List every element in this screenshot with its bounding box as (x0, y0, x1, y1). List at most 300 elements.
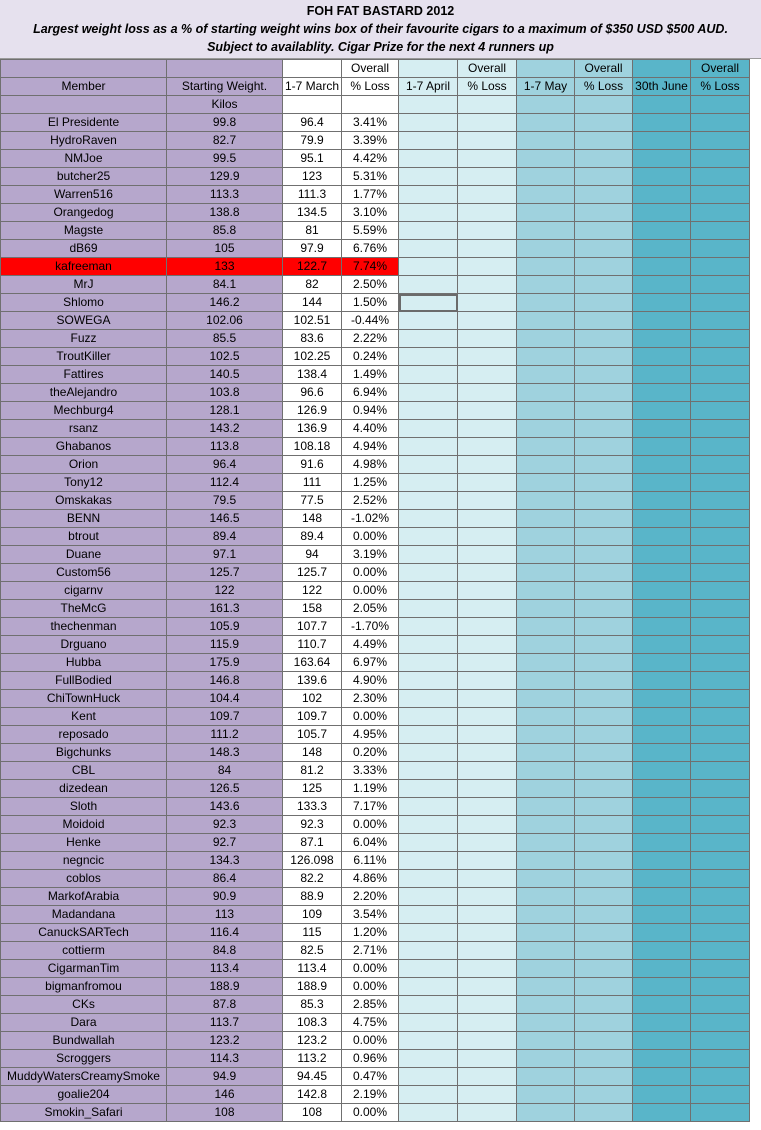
april-loss-cell[interactable] (458, 528, 517, 546)
may-weight-cell[interactable] (517, 924, 575, 942)
may-weight-cell[interactable] (517, 672, 575, 690)
june-weight-cell[interactable] (633, 276, 691, 294)
member-cell[interactable]: dB69 (1, 240, 167, 258)
march-weight-cell[interactable]: 87.1 (283, 834, 342, 852)
march-weight-cell[interactable]: 79.9 (283, 132, 342, 150)
june-loss-cell[interactable] (691, 168, 750, 186)
may-weight-cell[interactable] (517, 888, 575, 906)
april-loss-cell[interactable] (458, 726, 517, 744)
april-weight-cell[interactable] (399, 690, 458, 708)
march-loss-cell[interactable]: 1.25% (342, 474, 399, 492)
may-loss-cell[interactable] (575, 564, 633, 582)
april-loss-cell[interactable] (458, 582, 517, 600)
member-cell[interactable]: Smokin_Safari (1, 1104, 167, 1122)
april-loss-cell[interactable] (458, 960, 517, 978)
may-weight-cell[interactable] (517, 852, 575, 870)
march-loss-cell[interactable]: 0.00% (342, 564, 399, 582)
april-weight-cell[interactable] (399, 114, 458, 132)
member-cell[interactable]: cottierm (1, 942, 167, 960)
april-weight-cell[interactable] (399, 834, 458, 852)
june-loss-cell[interactable] (691, 312, 750, 330)
march-loss-cell[interactable]: 0.00% (342, 960, 399, 978)
june-loss-cell[interactable] (691, 744, 750, 762)
june-weight-cell[interactable] (633, 708, 691, 726)
starting-weight-cell[interactable]: 138.8 (167, 204, 283, 222)
member-cell[interactable]: SOWEGA (1, 312, 167, 330)
april-loss-cell[interactable] (458, 924, 517, 942)
march-loss-cell[interactable]: 0.00% (342, 582, 399, 600)
march-loss-cell[interactable]: 2.71% (342, 942, 399, 960)
march-loss-cell[interactable]: 4.40% (342, 420, 399, 438)
starting-weight-cell[interactable]: 85.5 (167, 330, 283, 348)
header-april[interactable]: 1-7 April (399, 78, 458, 96)
april-weight-cell[interactable] (399, 510, 458, 528)
june-weight-cell[interactable] (633, 762, 691, 780)
may-weight-cell[interactable] (517, 744, 575, 762)
may-weight-cell[interactable] (517, 204, 575, 222)
june-loss-cell[interactable] (691, 564, 750, 582)
may-weight-cell[interactable] (517, 168, 575, 186)
june-weight-cell[interactable] (633, 1068, 691, 1086)
member-cell[interactable]: Scroggers (1, 1050, 167, 1068)
april-loss-cell[interactable] (458, 1032, 517, 1050)
june-loss-cell[interactable] (691, 150, 750, 168)
march-loss-cell[interactable]: 2.19% (342, 1086, 399, 1104)
march-loss-cell[interactable]: 6.11% (342, 852, 399, 870)
june-weight-cell[interactable] (633, 996, 691, 1014)
march-loss-cell[interactable]: 0.24% (342, 348, 399, 366)
june-loss-cell[interactable] (691, 456, 750, 474)
april-weight-cell[interactable] (399, 564, 458, 582)
header-overall-april[interactable]: Overall (458, 60, 517, 78)
march-loss-cell[interactable]: 2.85% (342, 996, 399, 1014)
march-loss-cell[interactable]: 0.00% (342, 816, 399, 834)
june-loss-cell[interactable] (691, 600, 750, 618)
may-weight-cell[interactable] (517, 294, 575, 312)
june-weight-cell[interactable] (633, 798, 691, 816)
may-loss-cell[interactable] (575, 942, 633, 960)
april-weight-cell[interactable] (399, 618, 458, 636)
april-loss-cell[interactable] (458, 654, 517, 672)
june-weight-cell[interactable] (633, 240, 691, 258)
may-weight-cell[interactable] (517, 348, 575, 366)
member-cell[interactable]: Ghabanos (1, 438, 167, 456)
june-weight-cell[interactable] (633, 168, 691, 186)
member-cell[interactable]: Bundwallah (1, 1032, 167, 1050)
member-cell[interactable]: btrout (1, 528, 167, 546)
header-may[interactable]: 1-7 May (517, 78, 575, 96)
march-loss-cell[interactable]: 1.77% (342, 186, 399, 204)
starting-weight-cell[interactable]: 128.1 (167, 402, 283, 420)
march-weight-cell[interactable]: 108 (283, 1104, 342, 1122)
member-cell[interactable]: CanuckSARTech (1, 924, 167, 942)
may-loss-cell[interactable] (575, 888, 633, 906)
march-loss-cell[interactable]: -1.02% (342, 510, 399, 528)
may-weight-cell[interactable] (517, 834, 575, 852)
march-loss-cell[interactable]: 1.19% (342, 780, 399, 798)
may-weight-cell[interactable] (517, 636, 575, 654)
starting-weight-cell[interactable]: 79.5 (167, 492, 283, 510)
march-weight-cell[interactable]: 85.3 (283, 996, 342, 1014)
starting-weight-cell[interactable]: 146.2 (167, 294, 283, 312)
may-weight-cell[interactable] (517, 762, 575, 780)
june-weight-cell[interactable] (633, 294, 691, 312)
june-loss-cell[interactable] (691, 258, 750, 276)
april-weight-cell[interactable] (399, 870, 458, 888)
header-cell[interactable] (283, 60, 342, 78)
starting-weight-cell[interactable]: 146 (167, 1086, 283, 1104)
april-weight-cell[interactable] (399, 762, 458, 780)
march-loss-cell[interactable]: 3.39% (342, 132, 399, 150)
march-loss-cell[interactable]: 3.19% (342, 546, 399, 564)
march-weight-cell[interactable]: 148 (283, 510, 342, 528)
header-april-loss[interactable]: % Loss (458, 78, 517, 96)
header-overall-march[interactable]: Overall (342, 60, 399, 78)
april-loss-cell[interactable] (458, 168, 517, 186)
starting-weight-cell[interactable]: 146.8 (167, 672, 283, 690)
june-loss-cell[interactable] (691, 1014, 750, 1032)
april-loss-cell[interactable] (458, 402, 517, 420)
june-loss-cell[interactable] (691, 222, 750, 240)
june-loss-cell[interactable] (691, 816, 750, 834)
may-loss-cell[interactable] (575, 384, 633, 402)
june-loss-cell[interactable] (691, 510, 750, 528)
may-weight-cell[interactable] (517, 510, 575, 528)
march-loss-cell[interactable]: 2.22% (342, 330, 399, 348)
june-weight-cell[interactable] (633, 1014, 691, 1032)
april-loss-cell[interactable] (458, 690, 517, 708)
may-weight-cell[interactable] (517, 618, 575, 636)
april-weight-cell[interactable] (399, 222, 458, 240)
member-cell[interactable]: BENN (1, 510, 167, 528)
april-loss-cell[interactable] (458, 546, 517, 564)
march-loss-cell[interactable]: 0.94% (342, 402, 399, 420)
march-loss-cell[interactable]: 0.00% (342, 1032, 399, 1050)
starting-weight-cell[interactable]: 114.3 (167, 1050, 283, 1068)
march-loss-cell[interactable]: 0.20% (342, 744, 399, 762)
april-loss-cell[interactable] (458, 888, 517, 906)
april-weight-cell[interactable] (399, 600, 458, 618)
april-weight-cell[interactable] (399, 1014, 458, 1032)
march-weight-cell[interactable]: 148 (283, 744, 342, 762)
april-weight-cell[interactable] (399, 672, 458, 690)
may-loss-cell[interactable] (575, 690, 633, 708)
starting-weight-cell[interactable]: 84.1 (167, 276, 283, 294)
starting-weight-cell[interactable]: 105.9 (167, 618, 283, 636)
april-loss-cell[interactable] (458, 510, 517, 528)
may-loss-cell[interactable] (575, 1014, 633, 1032)
starting-weight-cell[interactable]: 113.3 (167, 186, 283, 204)
april-weight-cell[interactable] (399, 906, 458, 924)
starting-weight-cell[interactable]: 87.8 (167, 996, 283, 1014)
june-loss-cell[interactable] (691, 348, 750, 366)
may-loss-cell[interactable] (575, 222, 633, 240)
april-loss-cell[interactable] (458, 708, 517, 726)
june-weight-cell[interactable] (633, 150, 691, 168)
june-loss-cell[interactable] (691, 582, 750, 600)
march-loss-cell[interactable]: 5.59% (342, 222, 399, 240)
member-cell[interactable]: butcher25 (1, 168, 167, 186)
april-loss-cell[interactable] (458, 906, 517, 924)
march-weight-cell[interactable]: 126.098 (283, 852, 342, 870)
june-weight-cell[interactable] (633, 114, 691, 132)
member-cell[interactable]: Custom56 (1, 564, 167, 582)
may-loss-cell[interactable] (575, 258, 633, 276)
may-weight-cell[interactable] (517, 114, 575, 132)
june-loss-cell[interactable] (691, 852, 750, 870)
may-loss-cell[interactable] (575, 150, 633, 168)
march-loss-cell[interactable]: 3.33% (342, 762, 399, 780)
may-loss-cell[interactable] (575, 924, 633, 942)
member-cell[interactable]: CKs (1, 996, 167, 1014)
header-cell[interactable] (399, 96, 458, 114)
march-weight-cell[interactable]: 102 (283, 690, 342, 708)
april-loss-cell[interactable] (458, 132, 517, 150)
may-loss-cell[interactable] (575, 528, 633, 546)
june-weight-cell[interactable] (633, 942, 691, 960)
starting-weight-cell[interactable]: 122 (167, 582, 283, 600)
may-loss-cell[interactable] (575, 618, 633, 636)
june-loss-cell[interactable] (691, 294, 750, 312)
june-weight-cell[interactable] (633, 312, 691, 330)
april-loss-cell[interactable] (458, 852, 517, 870)
may-weight-cell[interactable] (517, 456, 575, 474)
march-loss-cell[interactable]: 6.94% (342, 384, 399, 402)
april-loss-cell[interactable] (458, 942, 517, 960)
april-weight-cell[interactable] (399, 150, 458, 168)
june-weight-cell[interactable] (633, 564, 691, 582)
member-cell[interactable]: HydroRaven (1, 132, 167, 150)
june-loss-cell[interactable] (691, 1068, 750, 1086)
june-loss-cell[interactable] (691, 906, 750, 924)
april-loss-cell[interactable] (458, 474, 517, 492)
may-weight-cell[interactable] (517, 474, 575, 492)
may-weight-cell[interactable] (517, 258, 575, 276)
march-weight-cell[interactable]: 134.5 (283, 204, 342, 222)
march-loss-cell[interactable]: 3.54% (342, 906, 399, 924)
june-weight-cell[interactable] (633, 456, 691, 474)
april-weight-cell[interactable] (399, 186, 458, 204)
starting-weight-cell[interactable]: 104.4 (167, 690, 283, 708)
june-loss-cell[interactable] (691, 546, 750, 564)
march-weight-cell[interactable]: 113.2 (283, 1050, 342, 1068)
april-loss-cell[interactable] (458, 204, 517, 222)
june-loss-cell[interactable] (691, 942, 750, 960)
may-weight-cell[interactable] (517, 978, 575, 996)
june-loss-cell[interactable] (691, 438, 750, 456)
april-weight-cell[interactable] (399, 528, 458, 546)
starting-weight-cell[interactable]: 125.7 (167, 564, 283, 582)
june-loss-cell[interactable] (691, 924, 750, 942)
march-weight-cell[interactable]: 96.6 (283, 384, 342, 402)
may-loss-cell[interactable] (575, 978, 633, 996)
march-loss-cell[interactable]: 4.49% (342, 636, 399, 654)
may-loss-cell[interactable] (575, 960, 633, 978)
april-loss-cell[interactable] (458, 816, 517, 834)
member-cell[interactable]: Hubba (1, 654, 167, 672)
header-cell[interactable] (633, 60, 691, 78)
june-loss-cell[interactable] (691, 726, 750, 744)
starting-weight-cell[interactable]: 84 (167, 762, 283, 780)
header-cell[interactable] (633, 96, 691, 114)
member-cell[interactable]: FullBodied (1, 672, 167, 690)
june-weight-cell[interactable] (633, 258, 691, 276)
april-weight-cell[interactable] (399, 996, 458, 1014)
march-weight-cell[interactable]: 113.4 (283, 960, 342, 978)
member-cell[interactable]: TheMcG (1, 600, 167, 618)
april-loss-cell[interactable] (458, 870, 517, 888)
june-weight-cell[interactable] (633, 690, 691, 708)
june-loss-cell[interactable] (691, 636, 750, 654)
member-cell[interactable]: coblos (1, 870, 167, 888)
june-loss-cell[interactable] (691, 1104, 750, 1122)
starting-weight-cell[interactable]: 89.4 (167, 528, 283, 546)
april-weight-cell[interactable] (399, 132, 458, 150)
header-cell[interactable] (691, 96, 750, 114)
june-weight-cell[interactable] (633, 636, 691, 654)
march-loss-cell[interactable]: 2.05% (342, 600, 399, 618)
june-weight-cell[interactable] (633, 420, 691, 438)
starting-weight-cell[interactable]: 146.5 (167, 510, 283, 528)
march-loss-cell[interactable]: 1.49% (342, 366, 399, 384)
june-weight-cell[interactable] (633, 204, 691, 222)
june-loss-cell[interactable] (691, 420, 750, 438)
march-loss-cell[interactable]: 6.97% (342, 654, 399, 672)
june-loss-cell[interactable] (691, 654, 750, 672)
april-weight-cell[interactable] (399, 924, 458, 942)
june-loss-cell[interactable] (691, 186, 750, 204)
starting-weight-cell[interactable]: 143.6 (167, 798, 283, 816)
march-weight-cell[interactable]: 125.7 (283, 564, 342, 582)
may-weight-cell[interactable] (517, 438, 575, 456)
march-weight-cell[interactable]: 111.3 (283, 186, 342, 204)
march-loss-cell[interactable]: 5.31% (342, 168, 399, 186)
april-loss-cell[interactable] (458, 1086, 517, 1104)
starting-weight-cell[interactable]: 123.2 (167, 1032, 283, 1050)
june-loss-cell[interactable] (691, 780, 750, 798)
member-cell[interactable]: Orion (1, 456, 167, 474)
march-loss-cell[interactable]: 0.00% (342, 1104, 399, 1122)
april-loss-cell[interactable] (458, 384, 517, 402)
april-loss-cell[interactable] (458, 330, 517, 348)
june-loss-cell[interactable] (691, 204, 750, 222)
march-weight-cell[interactable]: 97.9 (283, 240, 342, 258)
starting-weight-cell[interactable]: 108 (167, 1104, 283, 1122)
june-weight-cell[interactable] (633, 438, 691, 456)
june-loss-cell[interactable] (691, 474, 750, 492)
march-loss-cell[interactable]: 4.95% (342, 726, 399, 744)
may-loss-cell[interactable] (575, 492, 633, 510)
march-weight-cell[interactable]: 163.64 (283, 654, 342, 672)
member-cell[interactable]: Orangedog (1, 204, 167, 222)
starting-weight-cell[interactable]: 188.9 (167, 978, 283, 996)
march-weight-cell[interactable]: 92.3 (283, 816, 342, 834)
april-weight-cell[interactable] (399, 852, 458, 870)
april-weight-cell[interactable] (399, 258, 458, 276)
april-loss-cell[interactable] (458, 258, 517, 276)
may-weight-cell[interactable] (517, 366, 575, 384)
starting-weight-cell[interactable]: 134.3 (167, 852, 283, 870)
starting-weight-cell[interactable]: 129.9 (167, 168, 283, 186)
may-weight-cell[interactable] (517, 564, 575, 582)
june-loss-cell[interactable] (691, 1050, 750, 1068)
starting-weight-cell[interactable]: 99.8 (167, 114, 283, 132)
april-loss-cell[interactable] (458, 762, 517, 780)
april-weight-cell[interactable] (399, 312, 458, 330)
starting-weight-cell[interactable]: 97.1 (167, 546, 283, 564)
starting-weight-cell[interactable]: 148.3 (167, 744, 283, 762)
april-weight-cell[interactable] (399, 168, 458, 186)
april-weight-cell[interactable] (399, 366, 458, 384)
may-weight-cell[interactable] (517, 276, 575, 294)
june-weight-cell[interactable] (633, 384, 691, 402)
june-weight-cell[interactable] (633, 1086, 691, 1104)
starting-weight-cell[interactable]: 94.9 (167, 1068, 283, 1086)
june-weight-cell[interactable] (633, 222, 691, 240)
may-weight-cell[interactable] (517, 528, 575, 546)
march-weight-cell[interactable]: 96.4 (283, 114, 342, 132)
march-weight-cell[interactable]: 108.3 (283, 1014, 342, 1032)
member-cell[interactable]: Mechburg4 (1, 402, 167, 420)
april-weight-cell[interactable] (399, 384, 458, 402)
april-weight-cell[interactable] (399, 1050, 458, 1068)
member-cell[interactable]: Moidoid (1, 816, 167, 834)
june-loss-cell[interactable] (691, 276, 750, 294)
member-cell[interactable]: cigarnv (1, 582, 167, 600)
april-loss-cell[interactable] (458, 996, 517, 1014)
starting-weight-cell[interactable]: 140.5 (167, 366, 283, 384)
april-loss-cell[interactable] (458, 114, 517, 132)
header-overall-june[interactable]: Overall (691, 60, 750, 78)
header-march-loss[interactable]: % Loss (342, 78, 399, 96)
april-weight-cell[interactable] (399, 942, 458, 960)
april-weight-cell[interactable] (399, 1032, 458, 1050)
may-loss-cell[interactable] (575, 168, 633, 186)
may-loss-cell[interactable] (575, 1050, 633, 1068)
member-cell[interactable]: negncic (1, 852, 167, 870)
may-weight-cell[interactable] (517, 708, 575, 726)
starting-weight-cell[interactable]: 143.2 (167, 420, 283, 438)
may-loss-cell[interactable] (575, 186, 633, 204)
may-weight-cell[interactable] (517, 870, 575, 888)
may-weight-cell[interactable] (517, 240, 575, 258)
april-loss-cell[interactable] (458, 1050, 517, 1068)
march-weight-cell[interactable]: 111 (283, 474, 342, 492)
header-kilos[interactable]: Kilos (167, 96, 283, 114)
member-cell[interactable]: MuddyWatersCreamySmoke (1, 1068, 167, 1086)
may-loss-cell[interactable] (575, 1104, 633, 1122)
member-cell[interactable]: ChiTownHuck (1, 690, 167, 708)
march-loss-cell[interactable]: 4.86% (342, 870, 399, 888)
june-loss-cell[interactable] (691, 834, 750, 852)
starting-weight-cell[interactable]: 105 (167, 240, 283, 258)
april-weight-cell[interactable] (399, 492, 458, 510)
march-loss-cell[interactable]: 3.10% (342, 204, 399, 222)
march-weight-cell[interactable]: 133.3 (283, 798, 342, 816)
march-loss-cell[interactable]: 0.47% (342, 1068, 399, 1086)
march-weight-cell[interactable]: 109 (283, 906, 342, 924)
may-weight-cell[interactable] (517, 654, 575, 672)
june-weight-cell[interactable] (633, 888, 691, 906)
member-cell[interactable]: Henke (1, 834, 167, 852)
march-loss-cell[interactable]: -1.70% (342, 618, 399, 636)
may-weight-cell[interactable] (517, 582, 575, 600)
header-cell[interactable] (342, 96, 399, 114)
june-loss-cell[interactable] (691, 384, 750, 402)
june-weight-cell[interactable] (633, 816, 691, 834)
april-loss-cell[interactable] (458, 672, 517, 690)
march-weight-cell[interactable]: 88.9 (283, 888, 342, 906)
